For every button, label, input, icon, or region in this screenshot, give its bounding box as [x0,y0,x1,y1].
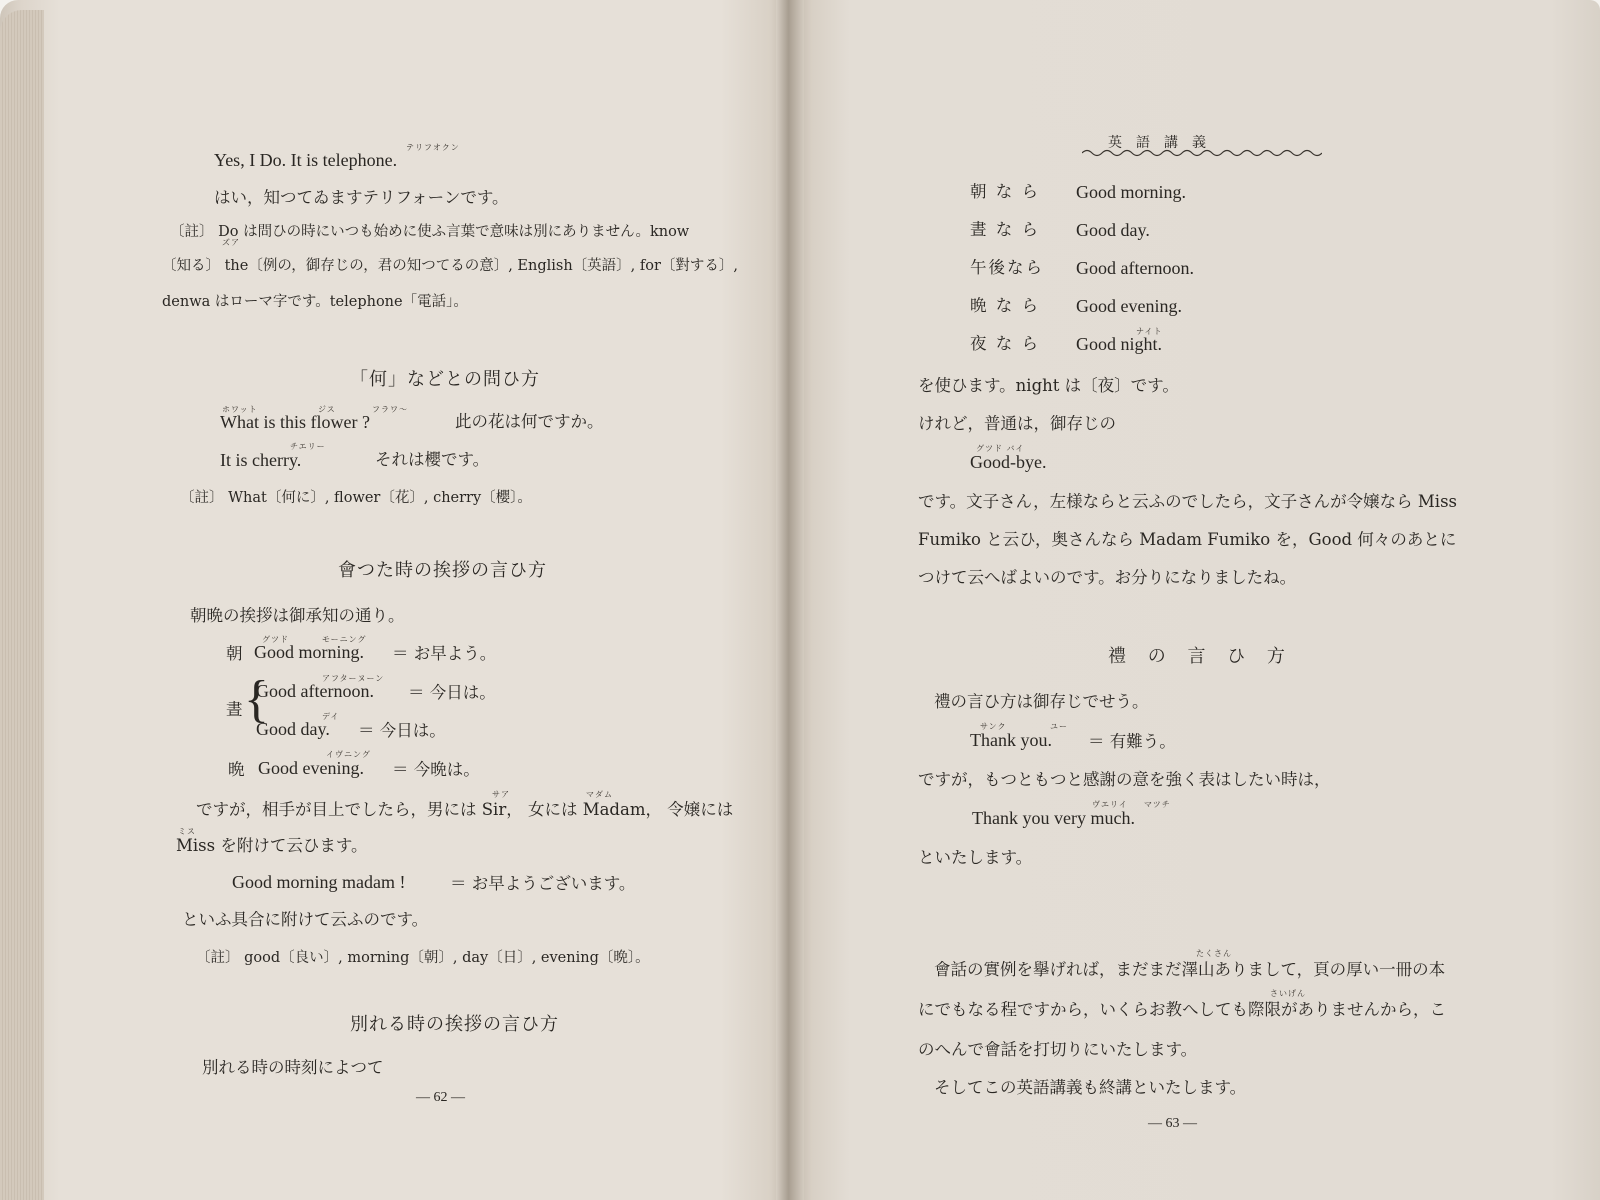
right-stronger: ですが，もつともつと感謝の意を強く表はしたい時は， [918,770,1331,789]
right-use-line: を使ひます。night は〔夜〕です。 [918,376,1179,395]
left-heading-greeting: 會つた時の挨拶の言ひ方 [338,560,547,581]
right-para1-a: です。文子さん，左様ならと云ふのでしたら，文子さんが令嬢なら Miss [918,492,1458,511]
ruby-madam: マダム [586,790,613,799]
left-question-en: What is this flower ? [220,412,370,432]
row-afternoon-en: Good afternoon. [1076,258,1194,278]
right-heading-thanks: 禮 の 言 ひ 方 [1108,646,1293,667]
right-thank1-ja: ＝ 有難う。 [1088,732,1176,751]
ruby-this: ジス [318,405,336,414]
row-evening-en: Good evening. [1076,296,1182,316]
book-gutter [776,0,804,1200]
ruby-night: ナイト [1136,327,1163,336]
left-page-number: — 62 — [416,1090,465,1105]
left-para-c: といふ具合に附けて云ふのです。 [182,910,429,929]
greet-evening-en: Good evening. [258,758,364,778]
right-thank1-en: Thank you. [970,730,1052,750]
right-closing1: といたします。 [918,848,1033,867]
ruby-what: ホワット [222,405,258,414]
left-note1-a: 〔註〕 Do は問ひの時にいつも始めに使ふ言葉で意味は別にありません。know [170,224,690,240]
greet-day-en: Good day. [256,719,330,739]
ruby-flower: フラワ～ [372,405,408,414]
left-line-hai: はい，知つてゐますテリフォーンです。 [214,188,509,207]
row-morning-ja: 朝 な ら [970,182,1040,201]
ruby-very: ヴエリイ [1092,800,1128,809]
ruby-goodbye: グツド バイ [976,444,1025,453]
ruby-miss: ミス [178,827,196,836]
ruby-takusan: たくさん [1196,949,1232,958]
running-head-rule [1082,148,1322,158]
ruby-day: デイ [322,712,340,721]
right-thank2-en: Thank you very much. [972,808,1135,828]
running-head: 英語講義 [1108,135,1220,151]
right-intro: 禮の言ひ方は御存じでせう。 [934,692,1149,711]
row-night-en: Good night. [1076,334,1163,354]
greet-day-ja: ＝ 今日は。 [358,721,446,740]
left-intro: 朝晩の挨拶は御承知の通り。 [190,606,405,625]
greet-noon-label: 晝 [226,700,243,719]
left-example-ja: ＝ お早ようございます。 [450,874,636,893]
row-day-en: Good day. [1076,220,1150,240]
greet-evening-ja: ＝ 今晩は。 [392,760,480,779]
right-final-d: そしてこの英語講義も終講といたします。 [934,1078,1247,1097]
ruby-cherry: チエリー [290,442,326,451]
right-para1-b: Fumiko と云ひ，奥さんなら Madam Fumiko を，Good 何々のあとに [918,530,1457,549]
greet-noon-brace: { [244,671,269,728]
left-para-a: ですが，相手が目上でしたら，男には Sir， 女には Madam， 令嬢には [196,800,734,819]
left-note3: 〔註〕 good〔良い〕, morning〔朝〕, day〔日〕, evening〔晩〕。 [196,950,650,966]
ruby-you: ユー [1050,722,1068,731]
left-note1-c: denwa はローマ字です。telephone「電話」。 [162,294,468,310]
ruby-morning: モーニング [322,635,367,644]
ruby-saigen: さいげん [1270,989,1306,998]
right-final-b: にでもなる程ですから，いくらお教へしても際限がありませんから，こ [918,1000,1446,1019]
page-edges [0,10,44,1200]
ruby-much: マツチ [1144,800,1171,809]
ruby-good1: グツド [262,635,289,644]
left-last-line: 別れる時の時刻によつて [202,1058,384,1077]
right-page [790,0,1600,1200]
greet-afternoon-ja: ＝ 今日は。 [408,683,496,702]
row-evening-ja: 晩 な ら [970,296,1040,315]
left-note1-b: 〔知る〕 the〔例の，御存じの，君の知つてるの意〕, English〔英語〕, for〔對する〕, [162,258,739,274]
left-answer-ja: それは櫻です。 [375,450,490,469]
greet-morning-label: 朝 [226,644,243,663]
row-night-ja: 夜 な ら [970,334,1040,353]
greet-afternoon-en: Good afternoon. [256,681,374,701]
left-question-ja: 此の花は何ですか。 [455,412,604,431]
right-final-c: のへんで會話を打切りにいたします。 [918,1040,1198,1059]
left-note2: 〔註〕 What〔何に〕, flower〔花〕, cherry〔櫻〕。 [180,490,532,506]
row-afternoon-ja: 午後なら [970,258,1044,277]
row-morning-en: Good morning. [1076,182,1186,202]
right-however: けれど，普通は，御存じの [918,414,1116,433]
right-final-a: 會話の實例を擧げれば，まだまだ澤山ありまして，頁の厚い一冊の本 [934,960,1446,979]
right-page-number: — 63 — [1148,1116,1197,1131]
right-goodbye: Good-bye. [970,452,1047,472]
right-para1-c: つけて云へばよいのです。お分りになりましたね。 [918,568,1297,587]
left-heading-parting: 別れる時の挨拶の言ひ方 [350,1014,559,1035]
left-answer-en: It is cherry. [220,450,302,470]
ruby-sir: サア [492,790,510,799]
ruby-telephone: テリフオクン [406,143,460,152]
greet-morning-ja: ＝ お早よう。 [392,644,497,663]
ruby-afternoon: アフターヌーン [322,674,385,683]
greet-morning-en: Good morning. [254,642,364,662]
left-para-b: Miss を附けて云ひます。 [176,836,368,855]
left-line-yes: Yes, I Do. It is telephone. [214,150,398,170]
left-heading-what: 「何」などとの問ひ方 [350,369,540,390]
ruby-evening: イヴニング [326,750,371,759]
ruby-thank: サンク [980,722,1007,731]
row-day-ja: 晝 な ら [970,220,1040,239]
left-example-en: Good morning madam ! [232,872,406,892]
ruby-the: ズア [222,238,240,247]
greet-evening-label: 晩 [228,760,245,779]
